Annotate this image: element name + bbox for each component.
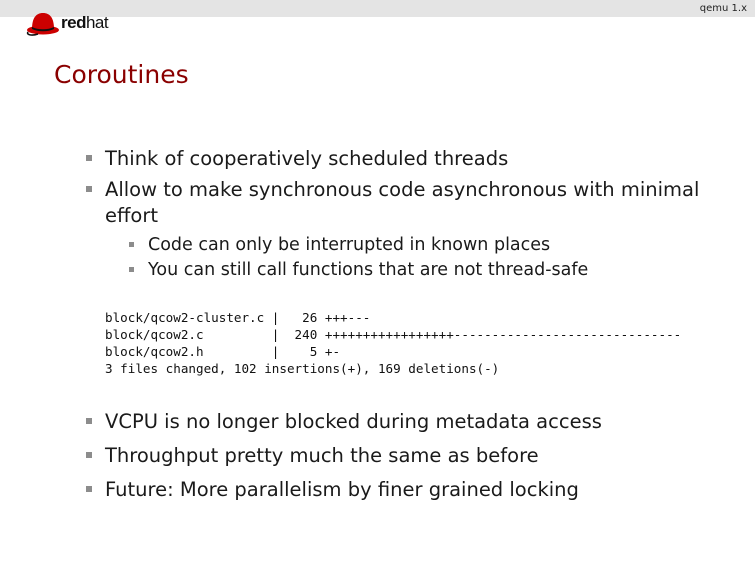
bullet-item: Throughput pretty much the same as before	[86, 443, 726, 469]
sub-bullet-list	[129, 233, 726, 283]
diffstat-line: block/qcow2.c | 240 +++++++++++++++++------------------------------	[105, 327, 682, 342]
bullet-text: Allow to make synchronous code asynchronous with minimal effort	[105, 178, 700, 227]
redhat-wordmark	[61, 13, 108, 33]
logo-text-light: hat	[85, 13, 109, 32]
redhat-shadowman-icon	[26, 10, 60, 36]
diffstat-line: block/qcow2.h | 5 +-	[105, 344, 341, 359]
bullet-list-top	[86, 146, 726, 288]
bullet-item: Think of cooperatively scheduled threads	[86, 146, 726, 172]
bullet-item: VCPU is no longer blocked during metadata access	[86, 409, 726, 435]
diffstat-summary: 3 files changed, 102 insertions(+), 169 deletions(-)	[105, 361, 500, 376]
sub-bullet-item: Code can only be interrupted in known places	[129, 233, 726, 258]
top-bar	[0, 0, 755, 17]
diffstat-block	[105, 309, 681, 377]
logo-text-bold: red	[61, 13, 86, 32]
bullet-item	[86, 177, 726, 283]
doc-label: qemu 1.x	[699, 3, 747, 14]
sub-bullet-item: You can still call functions that are not thread-safe	[129, 258, 726, 283]
diffstat-line: block/qcow2-cluster.c | 26 +++---	[105, 310, 371, 325]
bullet-list-bottom	[86, 409, 726, 511]
slide-title: Coroutines	[54, 60, 189, 89]
bullet-item: Future: More parallelism by finer grained locking	[86, 477, 726, 503]
redhat-logo	[26, 10, 108, 36]
